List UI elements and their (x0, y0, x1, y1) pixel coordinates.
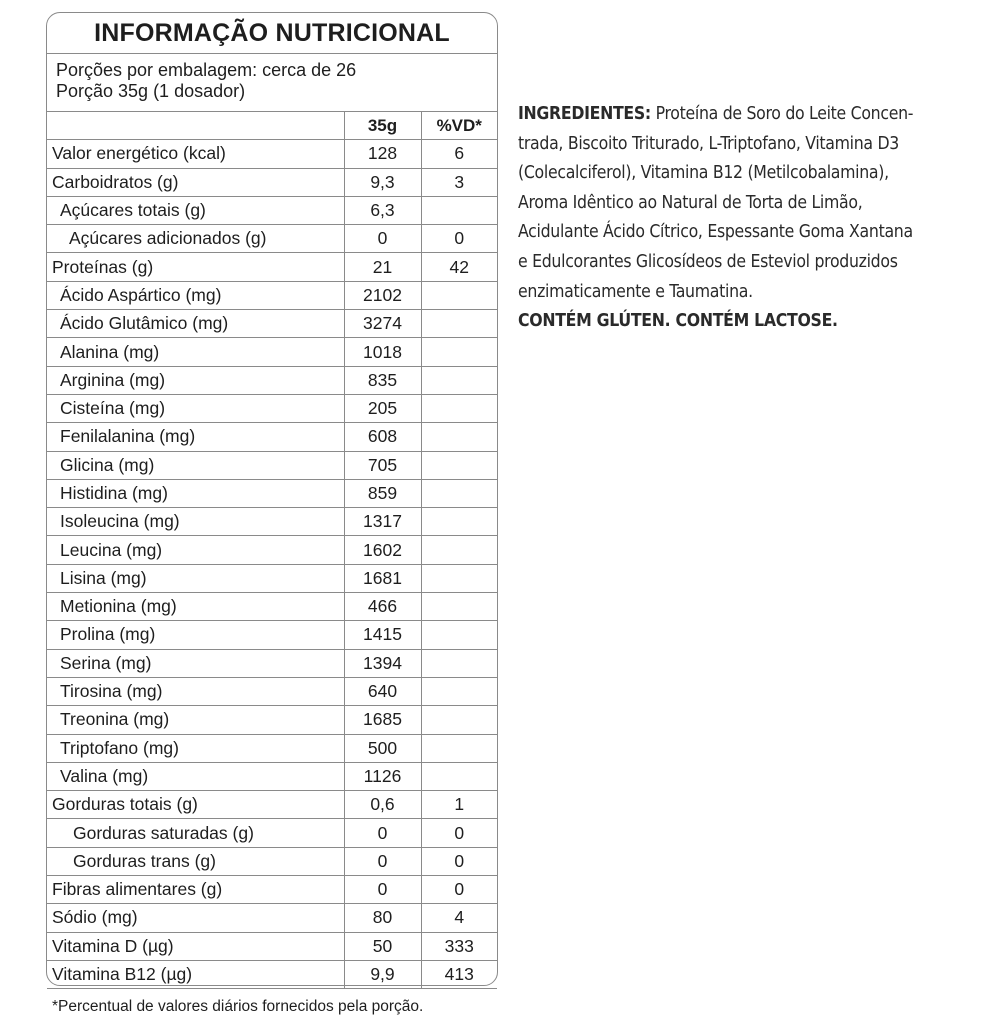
nutrient-name: Metionina (mg) (47, 593, 344, 621)
nutrient-name: Triptofano (mg) (47, 734, 344, 762)
nutrient-name: Vitamina B12 (µg) (47, 960, 344, 988)
nutrient-amount: 6,3 (344, 196, 421, 224)
header-amount: 35g (344, 112, 421, 140)
nutrient-name: Serina (mg) (47, 649, 344, 677)
table-row (47, 819, 497, 847)
ingredients-line-text: Acidulante Ácido Cítrico, Espessante Goma Xantana (518, 222, 913, 243)
nutrient-name: Arginina (mg) (47, 366, 344, 394)
nutrient-amount: 640 (344, 677, 421, 705)
nutrient-amount: 0 (344, 847, 421, 875)
nutrient-daily-value (421, 734, 497, 762)
nutrient-name: Histidina (mg) (47, 479, 344, 507)
table-row (47, 366, 497, 394)
nutrient-daily-value (421, 706, 497, 734)
nutrient-daily-value: 42 (421, 253, 497, 281)
nutrient-amount: 608 (344, 423, 421, 451)
nutrient-daily-value: 0 (421, 225, 497, 253)
nutrient-amount: 21 (344, 253, 421, 281)
header-daily-value: %VD* (421, 112, 497, 140)
nutrient-daily-value (421, 564, 497, 592)
nutrient-amount: 9,3 (344, 168, 421, 196)
nutrient-name: Gorduras totais (g) (47, 791, 344, 819)
table-row (47, 876, 497, 904)
table-row (47, 593, 497, 621)
nutrient-name: Açúcares totais (g) (47, 196, 344, 224)
nutrition-facts-label (46, 12, 498, 1016)
footnote: *Percentual de valores diários fornecidos pela porção. (52, 998, 424, 1016)
nutrient-daily-value (421, 281, 497, 309)
ingredients-line (518, 130, 994, 160)
nutrition-table (47, 112, 497, 989)
nutrient-name: Gorduras trans (g) (47, 847, 344, 875)
table-row (47, 536, 497, 564)
nutrient-daily-value (421, 649, 497, 677)
nutrient-name: Ácido Glutâmico (mg) (47, 310, 344, 338)
nutrient-daily-value: 0 (421, 819, 497, 847)
table-row (47, 310, 497, 338)
nutrient-name: Vitamina D (µg) (47, 932, 344, 960)
nutrient-amount: 1018 (344, 338, 421, 366)
nutrient-name: Leucina (mg) (47, 536, 344, 564)
nutrient-daily-value: 413 (421, 960, 497, 988)
serving-info (47, 54, 497, 112)
table-row (47, 677, 497, 705)
nutrient-amount: 205 (344, 394, 421, 422)
table-row (47, 791, 497, 819)
nutrient-name: Lisina (mg) (47, 564, 344, 592)
ingredients-panel (518, 100, 994, 337)
nutrient-name: Fibras alimentares (g) (47, 876, 344, 904)
nutrient-amount: 1415 (344, 621, 421, 649)
allergen-warning: CONTÉM GLÚTEN. CONTÉM LACTOSE. (518, 311, 838, 332)
table-row (47, 960, 497, 988)
nutrient-daily-value (421, 310, 497, 338)
table-row (47, 253, 497, 281)
nutrient-daily-value (421, 762, 497, 790)
nutrient-name: Tirosina (mg) (47, 677, 344, 705)
nutrient-amount: 50 (344, 932, 421, 960)
nutrient-amount: 9,9 (344, 960, 421, 988)
nutrient-name: Isoleucina (mg) (47, 508, 344, 536)
nutrient-name: Carboidratos (g) (47, 168, 344, 196)
nutrient-name: Proteínas (g) (47, 253, 344, 281)
nutrient-daily-value (421, 196, 497, 224)
ingredients-line-text: e Edulcorantes Glicosídeos de Esteviol produzidos (518, 251, 898, 272)
table-row (47, 140, 497, 168)
ingredients-heading: INGREDIENTES: (518, 104, 651, 124)
nutrient-daily-value (421, 677, 497, 705)
nutrient-daily-value (421, 394, 497, 422)
nutrient-name: Ácido Aspártico (mg) (47, 281, 344, 309)
ingredients-line-text: Aroma Idêntico ao Natural de Torta de Limão, (518, 192, 863, 213)
ingredients-line-text: trada, Biscoito Triturado, L-Triptofano, Vitamina D3 (518, 133, 900, 154)
nutrient-amount: 835 (344, 366, 421, 394)
nutrient-name: Açúcares adicionados (g) (47, 225, 344, 253)
nutrient-daily-value: 0 (421, 847, 497, 875)
table-row (47, 564, 497, 592)
nutrient-amount: 1317 (344, 508, 421, 536)
nutrient-daily-value (421, 536, 497, 564)
ingredients-line (518, 248, 994, 278)
nutrient-daily-value (421, 593, 497, 621)
ingredients-line (518, 278, 994, 308)
nutrient-amount: 1394 (344, 649, 421, 677)
nutrient-amount: 1126 (344, 762, 421, 790)
nutrient-name: Alanina (mg) (47, 338, 344, 366)
table-row (47, 847, 497, 875)
ingredients-line (518, 159, 994, 189)
table-row (47, 932, 497, 960)
table-row (47, 649, 497, 677)
nutrient-daily-value (421, 451, 497, 479)
nutrient-amount: 0 (344, 819, 421, 847)
nutrient-amount: 0 (344, 225, 421, 253)
table-row (47, 904, 497, 932)
table-row (47, 338, 497, 366)
nutrient-name: Prolina (mg) (47, 621, 344, 649)
nutrient-amount: 0,6 (344, 791, 421, 819)
ingredients-line (518, 189, 994, 219)
ingredients-line (518, 218, 994, 248)
table-header-row (47, 112, 497, 140)
table-row (47, 479, 497, 507)
nutrient-name: Treonina (mg) (47, 706, 344, 734)
nutrient-name: Sódio (mg) (47, 904, 344, 932)
table-row (47, 196, 497, 224)
table-row (47, 706, 497, 734)
nutrient-name: Fenilalanina (mg) (47, 423, 344, 451)
table-row (47, 451, 497, 479)
nutrient-daily-value: 1 (421, 791, 497, 819)
ingredients-line (518, 100, 994, 130)
nutrient-daily-value (421, 338, 497, 366)
nutrient-daily-value: 333 (421, 932, 497, 960)
nutrient-amount: 500 (344, 734, 421, 762)
table-row (47, 225, 497, 253)
nutrient-amount: 859 (344, 479, 421, 507)
table-row (47, 621, 497, 649)
nutrient-daily-value (421, 423, 497, 451)
table-row (47, 281, 497, 309)
label-title: INFORMAÇÃO NUTRICIONAL (47, 13, 497, 54)
nutrient-daily-value: 0 (421, 876, 497, 904)
nutrient-daily-value: 4 (421, 904, 497, 932)
nutrient-daily-value (421, 508, 497, 536)
nutrient-amount: 1681 (344, 564, 421, 592)
nutrient-amount: 3274 (344, 310, 421, 338)
nutrient-amount: 2102 (344, 281, 421, 309)
servings-per-package: Porções por embalagem: cerca de 26 (56, 60, 357, 80)
nutrient-daily-value (421, 366, 497, 394)
ingredients-line-text: (Colecalciferol), Vitamina B12 (Metilcobalamina), (518, 163, 889, 184)
nutrient-name: Glicina (mg) (47, 451, 344, 479)
nutrient-amount: 1602 (344, 536, 421, 564)
nutrient-amount: 1685 (344, 706, 421, 734)
nutrient-amount: 80 (344, 904, 421, 932)
ingredients-line-text: Proteína de Soro do Leite Concen- (655, 104, 914, 124)
nutrient-daily-value: 6 (421, 140, 497, 168)
header-blank-cell (47, 112, 344, 140)
nutrient-daily-value (421, 479, 497, 507)
serving-size: Porção 35g (1 dosador) (56, 81, 246, 101)
nutrient-name: Valor energético (kcal) (47, 140, 344, 168)
table-row (47, 762, 497, 790)
nutrient-amount: 466 (344, 593, 421, 621)
table-row (47, 394, 497, 422)
nutrient-name: Cisteína (mg) (47, 394, 344, 422)
nutrient-amount: 0 (344, 876, 421, 904)
ingredients-line-text: enzimaticamente e Taumatina. (518, 281, 753, 302)
table-row (47, 423, 497, 451)
table-row (47, 168, 497, 196)
table-row (47, 508, 497, 536)
ingredients-text (518, 100, 994, 307)
nutrient-name: Valina (mg) (47, 762, 344, 790)
nutrient-daily-value: 3 (421, 168, 497, 196)
table-row (47, 734, 497, 762)
nutrient-daily-value (421, 621, 497, 649)
nutrient-amount: 705 (344, 451, 421, 479)
nutrient-amount: 128 (344, 140, 421, 168)
nutrient-name: Gorduras saturadas (g) (47, 819, 344, 847)
